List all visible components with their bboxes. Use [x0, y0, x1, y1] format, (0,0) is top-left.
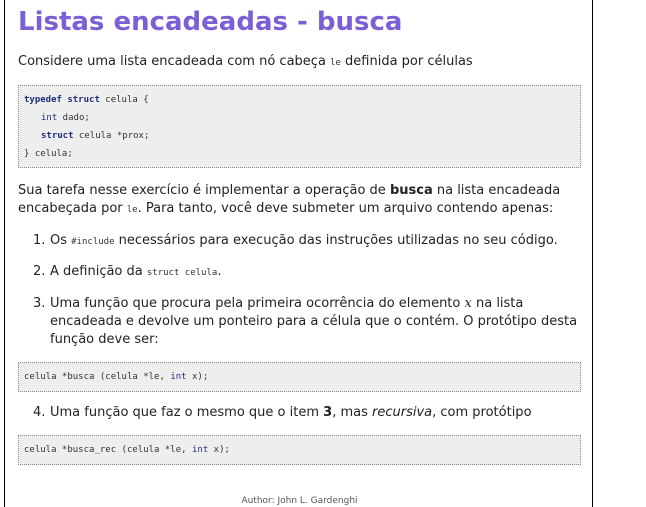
- list-item-italic-x: x: [464, 296, 472, 311]
- list-item-text: [50, 404, 578, 422]
- problem-page: [4, 0, 593, 507]
- task-text-2: na lista encadeada encabeçada por: [18, 183, 561, 216]
- struct-code-block: [18, 85, 581, 168]
- code-text: x);: [186, 372, 209, 382]
- list-item-code: struct celula: [146, 268, 218, 278]
- list-item-number: 2.: [33, 264, 46, 279]
- list-item-bold: 3: [323, 405, 333, 420]
- task-paragraph: [18, 182, 578, 219]
- intro-paragraph: [18, 52, 473, 73]
- code-text: celula *busca (celula *le,: [24, 372, 171, 382]
- list-item-text-after: , com protótipo: [432, 405, 532, 420]
- code-line-1: [24, 95, 149, 105]
- author-footer: Author: John L. Gardenghi: [241, 496, 358, 506]
- page-title: Listas encadeadas - busca: [18, 7, 403, 37]
- list-item-text-before: Uma função que procura pela primeira ocorrência do elemento: [50, 296, 465, 311]
- list-item-text: [50, 263, 578, 282]
- list-item: [18, 232, 578, 251]
- code-keyword: typedef struct: [24, 95, 100, 105]
- list-item-text-after: na lista encadeada e devolve um ponteiro para a célula que o contém. O protótipo desta função deve ser:: [50, 296, 578, 347]
- list-item-text: [50, 232, 578, 251]
- code-text: celula *prox;: [73, 131, 150, 141]
- list-item-text: [50, 295, 578, 349]
- code-type: int: [170, 372, 187, 382]
- code-text: dado;: [57, 113, 90, 123]
- task-code-le: le: [126, 205, 138, 215]
- intro-code-le: le: [330, 58, 341, 68]
- list-item-number: 3.: [33, 296, 46, 311]
- code-text: celula *busca_rec (celula *le,: [24, 445, 192, 455]
- intro-text-after: definida por células: [340, 54, 473, 69]
- list-item-italic: recursiva: [372, 405, 433, 420]
- list-item-number: 4.: [33, 405, 46, 420]
- list-item-text-middle: , mas: [332, 405, 372, 420]
- list-item-text-after: .: [217, 264, 222, 279]
- code-type: int: [41, 113, 58, 123]
- code-type: int: [191, 445, 209, 455]
- list-item-text-before: Uma função que faz o mesmo que o item: [50, 405, 324, 420]
- list-item: [18, 263, 578, 282]
- code-line-1: [24, 445, 230, 455]
- list-item-text-before: Os: [50, 233, 72, 248]
- list-item: [18, 295, 578, 349]
- list-item-code: #include: [71, 237, 115, 247]
- busca-prototype-block: [18, 362, 581, 392]
- code-line-4: } celula;: [24, 149, 73, 159]
- task-text-1: Sua tarefa nesse exercício é implementar a operação de: [18, 183, 390, 198]
- list-item-text-before: A definição da: [50, 264, 147, 279]
- list-item-number: 1.: [33, 233, 46, 248]
- code-text: x);: [208, 445, 230, 455]
- busca-rec-prototype-block: [18, 435, 581, 465]
- task-text-3: . Para tanto, você deve submeter um arquivo contendo apenas:: [137, 201, 554, 216]
- code-text: celula {: [99, 95, 149, 105]
- task-bold-busca: busca: [389, 183, 433, 198]
- list-item-text-after: necessários para execução das instruções utilizadas no seu código.: [114, 233, 558, 248]
- code-line-1: [24, 372, 208, 382]
- code-line-2: [41, 113, 90, 123]
- intro-text-before: Considere uma lista encadeada com nó cabeça: [18, 54, 331, 69]
- list-item: [18, 404, 578, 422]
- code-line-3: [41, 131, 149, 141]
- code-keyword: struct: [41, 131, 74, 141]
